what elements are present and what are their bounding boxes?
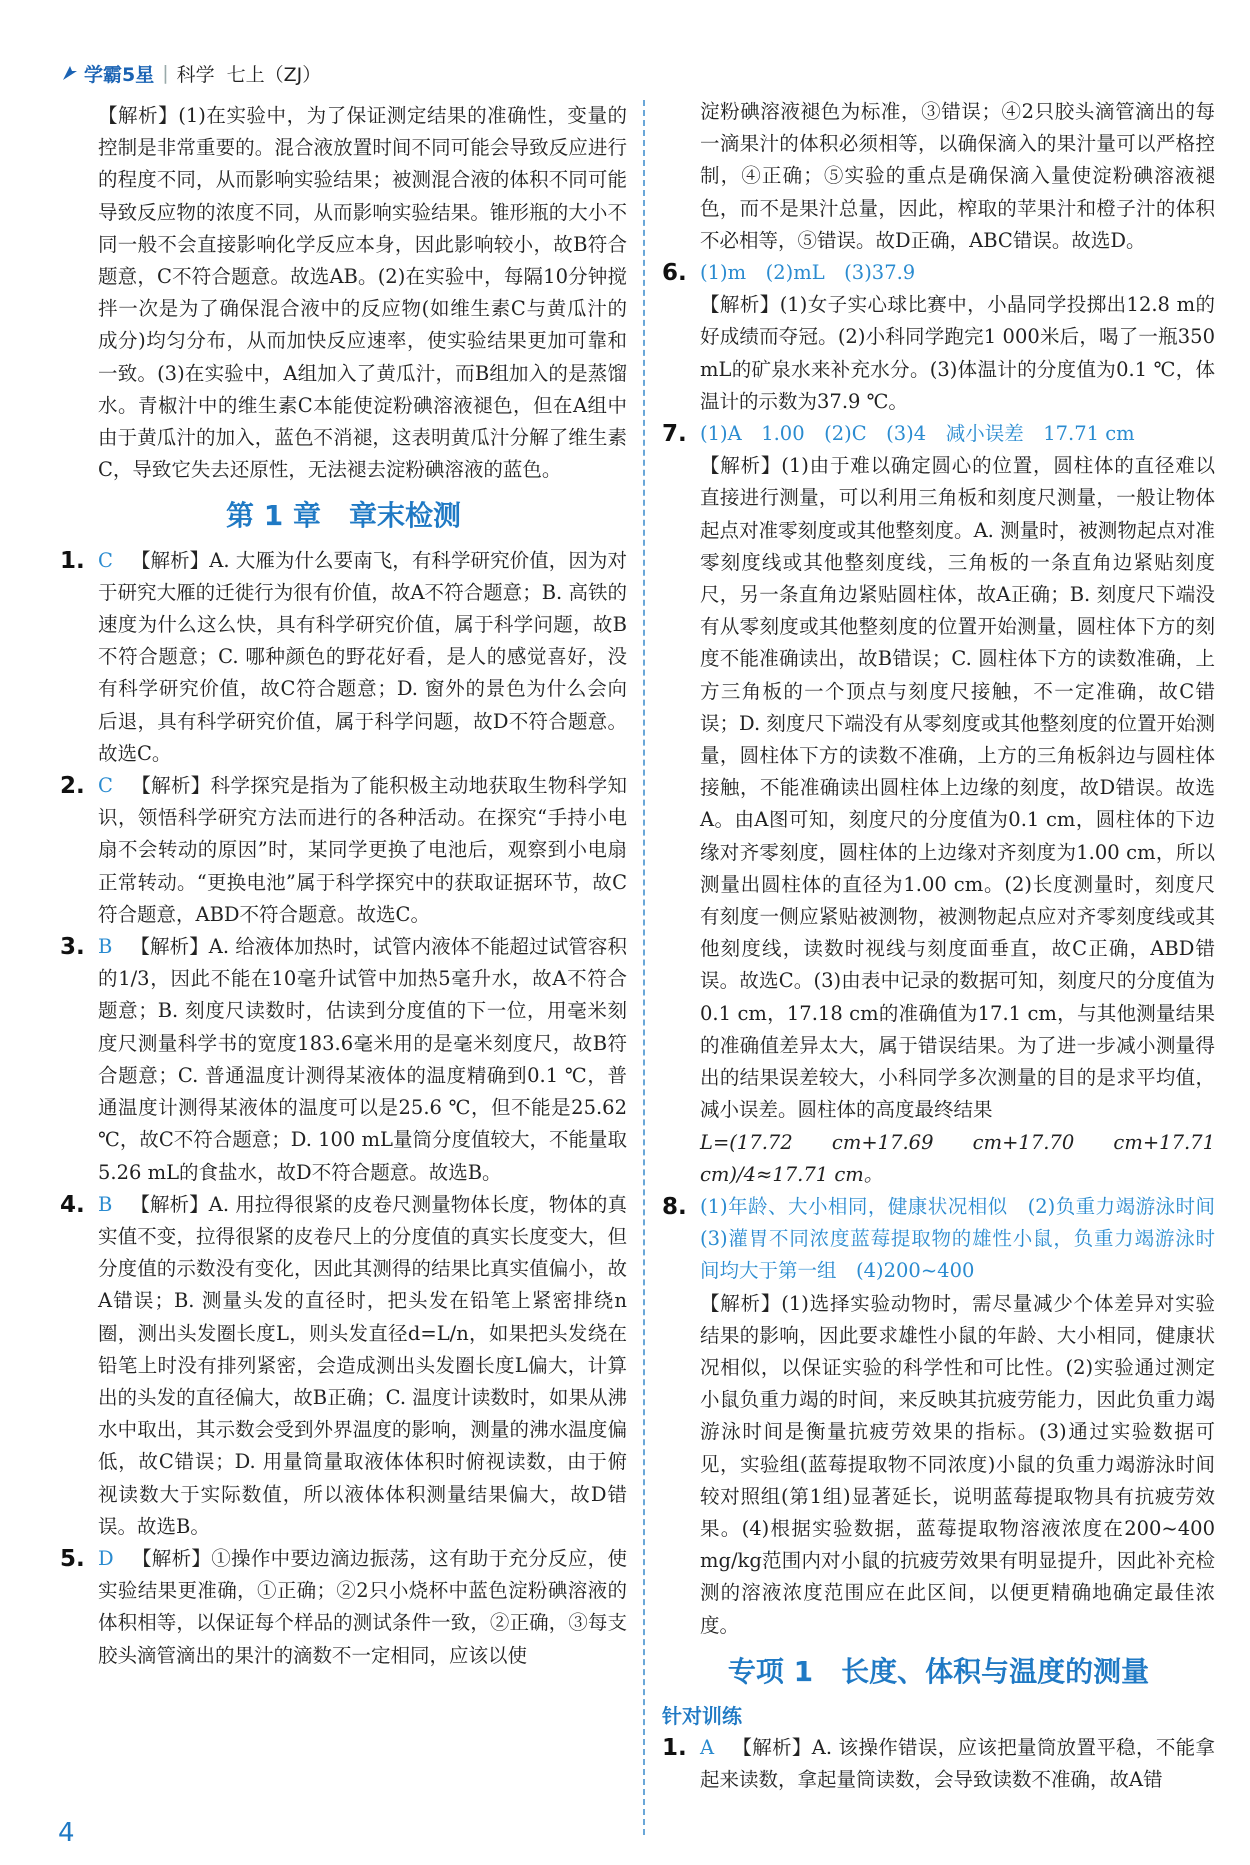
answer-letter: B <box>98 935 113 959</box>
left-column <box>60 100 627 1672</box>
subsection-title: 针对训练 <box>662 1703 742 1728</box>
answer-letter: B <box>98 1192 113 1216</box>
brand-logo <box>60 60 154 87</box>
item-number: 3. <box>60 934 85 961</box>
right-column <box>662 96 1235 1797</box>
list-item: 6. (1)m (2)mL (3)37.9 【解析】(1)女子实心球比赛中，小晶同学投掷出12.8 m的好成绩而夺冠。(2)小科同学跑完1 000米后，喝了一瓶350 mL的矿泉水来补充水分。(3)体温计的分度值为0.1 ℃，体温计的示数为37.9 ℃。 <box>662 257 1215 418</box>
item-analysis: 【解析】科学探究是指为了能积极主动地获取生物科学知识，领悟科学研究方法而进行的各种活动。在探究“手持小电扇不会转动的原因”时，某同学更换了电池后，观察到小电扇正常转动。“更换电池”属于科学探究中的获取证据环节，故C符合题意，ABD不符合题意。故选C。 <box>98 774 627 926</box>
item-6-answer: (1)m (2)mL (3)37.9 <box>700 261 916 285</box>
page-number: 4 <box>58 1818 75 1848</box>
item-analysis: 【解析】A. 大雁为什么要南飞，有科学研究价值，因为对于研究大雁的迁徙行为很有价值，故A不符合题意；B. 高铁的速度为什么这么快，具有科学研究价值，属于科学问题，故B不符合题意；C. 哪种颜色的野花好看，是人的感觉喜好，没有科学研究价值，故C符合题意；D. 窗外的景色为什么会向后退，具有科学研究价值，属于科学问题，故D不符合题意。故选C。 <box>98 548 627 765</box>
star-pen-icon <box>60 63 80 83</box>
item-8-analysis: 【解析】(1)选择实验动物时，需尽量减少个体差异对实验结果的影响，因此要求雄性小鼠的年龄、大小相同，健康状况相似，以保证实验的科学性和可比性。(2)实验通过测定小鼠负重力竭的时间，来反映其抗疲劳能力，因此负重力竭游泳时间是衡量抗疲劳效果的指标。(3)通过实验数据可见，实验组(蓝莓提取物不同浓度)小鼠的负重力竭游泳时间较对照组(第1组)显著延长，说明蓝莓提取物具有抗疲劳效果。(4)根据实验数据，蓝莓提取物溶液浓度在200~400 mg/kg范围内对小鼠的抗疲劳效果有明显提升，因此补充检测的溶液浓度范围应在此区间，以便更精确地确定最佳浓度。 <box>700 1291 1215 1637</box>
item-7-answer: (1)A 1.00 (2)C (3)4 减小误差 17.71 cm <box>700 422 1135 446</box>
grade-label: 七上（ZJ） <box>226 63 322 86</box>
section-title-chapter-review: 第 1 章 章末检测 <box>226 499 461 533</box>
list-item <box>60 1543 627 1672</box>
item-analysis: 【解析】A. 给液体加热时，试管内液体不能超过试管容积的1/3，因此不能在10毫升试管中加热5毫升水，故A不符合题意；B. 刻度尺读数时，估读到分度值的下一位，用毫米刻度尺测量科学书的宽度183.6毫米用的是毫米刻度尺，故B符合题意；C. 普通温度计测得某液体的温度精确到0.1 ℃，普通温度计测得某液体的温度可以是25.6 ℃，但不能是25.62 ℃，故C不符合题意；D. 100 mL量筒分度值较大，不能量取5.26 mL的食盐水，故D不符合题意。故选B。 <box>98 935 627 1184</box>
item-number: 1. <box>60 547 85 574</box>
list-item <box>662 1732 1215 1796</box>
item-7-analysis: 【解析】(1)由于难以确定圆心的位置，圆柱体的直径难以直接进行测量，可以利用三角板和刻度尺测量，一般让物体起点对准零刻度或其他整刻度。A. 测量时，被测物起点对准零刻度线或其他整刻度线，三角板的一条直角边紧贴刻度尺，另一条直角边紧贴圆柱体，故A正确；B. 刻度尺下端没有从零刻度或其他整刻度的位置开始测量，圆柱体下方的刻度不能准确读出，故B错误；C. 圆柱体下方的读数准确，上方三角板的一个顶点与刻度尺接触，不一定准确，故C错误；D. 刻度尺下端没有从零刻度或其他整刻度的位置开始测量，圆柱体下方的读数不准确，上方的三角板斜边与圆柱体接触，不能准确读出圆柱体上边缘的刻度，故D错误。故选A。由A图可知，刻度尺的分度值为0.1 cm，圆柱体的下边缘对齐零刻度，圆柱体的上边缘对齐刻度为1.00 cm，所以测量出圆柱体的直径为1.00 cm。(2)长度测量时，刻度尺有刻度一侧应紧贴被测物，被测物起点应对齐零刻度线或其他刻度线，读数时视线与刻度面垂直，故C正确，ABD错误。故选C。(3)由表中记录的数据可知，刻度尺的分度值为0.1 cm，17.18 cm的准确值为17.1 cm，与其他测量结果的准确值差异太大，属于错误结果。为了进一步减小测量得出的结果误差较大，小科同学多次测量的目的是求平均值，减小误差。圆柱体的高度最终结果 <box>700 454 1215 1122</box>
list-item <box>60 1189 627 1543</box>
item-analysis: 【解析】A. 该操作错误，应该把量筒放置平稳，不能拿起来读数，拿起量筒读数，会导致读数不准确，故A错 <box>700 1736 1215 1792</box>
item-number: 1. <box>662 1735 687 1762</box>
item-7-formula: L=(17.72 cm+17.69 cm+17.70 cm+17.71 cm)/4≈17.71 cm。 <box>700 1130 1215 1186</box>
page-header: 学霸5星 | 科学 七上（ZJ） <box>60 58 321 88</box>
list-item: 7. (1)A 1.00 (2)C (3)4 减小误差 17.71 cm 【解析】(1)由于难以确定圆心的位置，圆柱体的直径难以直接进行测量，可以利用三角板和刻度尺测量，一般让物体起点对准零刻度或其他整刻度。A. 测量时，被测物起点对准零刻度线或其他整刻度线，三角板的一条直角边紧贴刻度尺，另一条直角边紧贴圆柱体，故A正确；B. 刻度尺下端没有从零刻度或其他整刻度的位置开始测量，圆柱体下方的刻度不能准确读出，故B错误；C. 圆柱体下方的读数准确，上方三角板的一个顶点与刻度尺接触，不一定准确，故C错误；D. 刻度尺下端没有从零刻度或其他整刻度的位置开始测量，圆柱体下方的读数不准确，上方的三角板斜边与圆柱体接触，不能准确读出圆柱体上边缘的刻度，故D错误。故选A。由A图可知，刻度尺的分度值为0.1 cm，圆柱体的下边缘对齐零刻度，圆柱体的上边缘对齐刻度为1.00 cm，所以测量出圆柱体的直径为1.00 cm。(2)长度测量时，刻度尺有刻度一侧应紧贴被测物，被测物起点应对齐零刻度线或其他刻度线，读数时视线与刻度面垂直，故C正确，ABD错误。故选C。(3)由表中记录的数据可知，刻度尺的分度值为0.1 cm，17.18 cm的准确值为17.1 cm，与其他测量结果的准确值差异太大，属于错误结果。为了进一步减小测量得出的结果误差较大，小科同学多次测量的目的是求平均值，减小误差。圆柱体的高度最终结果 L=(17.72 cm+17.69 cm+17.70 cm+17.71 cm)/4≈17.71 cm。 <box>662 418 1215 1191</box>
list-item <box>60 545 627 770</box>
item-number: 4. <box>60 1191 85 1218</box>
column-divider <box>643 100 645 1835</box>
item-8-answer: (1)年龄、大小相同，健康状况相似 (2)负重力竭游泳时间 (3)灌胃不同浓度蓝莓提取物的雄性小鼠，负重力竭游泳时间均大于第一组 (4)200~400 <box>700 1194 1235 1283</box>
list-item <box>60 770 627 931</box>
item-analysis: 【解析】①操作中要边滴边振荡，这有助于充分反应，使实验结果更准确，①正确；②2只小烧杯中蓝色淀粉碘溶液的体积相等，以保证每个样品的测试条件一致，②正确，③每支胶头滴管滴出的果汁的滴数不一定相同，应该以使 <box>98 1546 627 1667</box>
intro-analysis: 【解析】(1)在实验中，为了保证测定结果的准确性，变量的控制是非常重要的。混合液放置时间不同可能会导致反应进行的程度不同，从而影响实验结果；被测混合液的体积不同可能导致反应物的浓度不同，从而影响实验结果。锥形瓶的大小不同一般不会直接影响化学反应本身，因此影响较小，故B符合题意，C不符合题意。故选AB。(2)在实验中，每隔10分钟搅拌一次是为了确保混合液中的反应物(如维生素C与黄瓜汁的成分)均匀分布，从而加快反应速率，使实验结果更加可靠和一致。(3)在实验中，A组加入了黄瓜汁，而B组加入的是蒸馏水。青椒汁中的维生素C本能使淀粉碘溶液褪色，但在A组中由于黄瓜汁的加入，蓝色不消褪，这表明黄瓜汁分解了维生素C，导致它失去还原性，无法褪去淀粉碘溶液的蓝色。 <box>98 104 627 482</box>
section-title-special-topic: 专项 1 长度、体积与温度的测量 <box>727 1654 1150 1688</box>
item-number: 5. <box>60 1545 85 1572</box>
item-5-continuation: 淀粉碘溶液褪色为标准，③错误；④2只胶头滴管滴出的每一滴果汁的体积必须相等，以确保滴入的果汁量可以严格控制，④正确；⑤实验的重点是确保滴入量使淀粉碘溶液褪色，而不是果汁总量，因此，榨取的苹果汁和橙子汁的体积不必相等，⑤错误。故D正确，ABC错误。故选D。 <box>700 100 1215 252</box>
subject-label: 科学 <box>176 63 215 86</box>
answer-letter: D <box>98 1546 114 1570</box>
answer-letter: C <box>98 774 113 798</box>
list-item: 8. (1)年龄、大小相同，健康状况相似 (2)负重力竭游泳时间 (3)灌胃不同浓度蓝莓提取物的雄性小鼠，负重力竭游泳时间均大于第一组 (4)200~400 【解析】(1)选择实验动物时，需尽量减少个体差异对实验结果的影响，因此要求雄性小鼠的年龄、大小相同，健康状况相似，以保证实验的科学性和可比性。(2)实验通过测定小鼠负重力竭的时间，来反映其抗疲劳能力，因此负重力竭游泳时间是衡量抗疲劳效果的指标。(3)通过实验数据可见，实验组(蓝莓提取物不同浓度)小鼠的负重力竭游泳时间较对照组(第1组)显著延长，说明蓝莓提取物具有抗疲劳效果。(4)根据实验数据，蓝莓提取物溶液浓度在200~400 mg/kg范围内对小鼠的抗疲劳效果有明显提升，因此补充检测的溶液浓度范围应在此区间，以便更精确地确定最佳浓度。 <box>662 1191 1215 1642</box>
item-number: 2. <box>60 773 85 800</box>
answer-letter: C <box>98 548 113 572</box>
brand-name: 学霸5星 <box>84 63 155 86</box>
list-item <box>60 931 627 1189</box>
item-6-analysis: 【解析】(1)女子实心球比赛中，小晶同学投掷出12.8 m的好成绩而夺冠。(2)小科同学跑完1 000米后，喝了一瓶350 mL的矿泉水来补充水分。(3)体温计的分度值为0.1 ℃，体温计的示数为37.9 ℃。 <box>700 293 1215 413</box>
item-analysis: 【解析】A. 用拉得很紧的皮卷尺测量物体长度，物体的真实值不变，拉得很紧的皮卷尺上的分度值的真实长度变大，但分度值的示数没有变化，因此其测得的结果比真实值偏小，故A错误；B. 测量头发的直径时，把头发在铅笔上紧密排绕n圈，测出头发圈长度L，则头发直径d=L/n，如果把头发绕在铅笔上时没有排列紧密，会造成测出头发圈长度L偏大，计算出的头发的直径偏大，故B正确；C. 温度计读数时，如果从沸水中取出，其示数会受到外界温度的影响，测量的沸水温度偏低，故C错误；D. 用量筒量取液体体积时俯视读数，由于俯视读数大于实际数值，所以液体体积测量结果偏大，故D错误。故选B。 <box>98 1192 627 1538</box>
answer-letter: A <box>700 1736 715 1760</box>
